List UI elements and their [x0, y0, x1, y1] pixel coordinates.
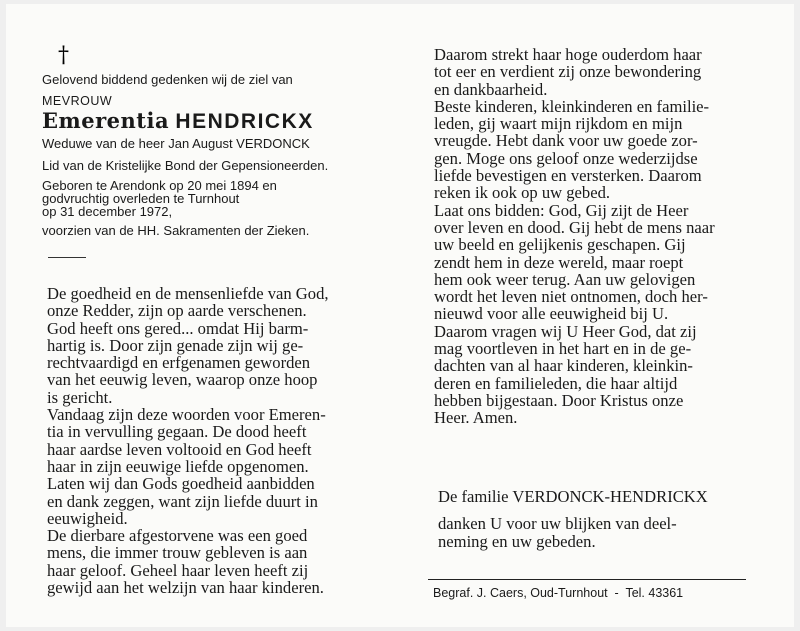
- text-line: vreugde. Hebt dank voor uw goede zor-: [434, 131, 698, 151]
- cross-icon: †: [58, 43, 69, 68]
- born-line: Geboren te Arendonk op 20 mei 1894 en: [42, 178, 277, 193]
- first-name: Emerentia: [42, 108, 170, 133]
- text-line: hebben bijgestaan. Door Kristus onze: [434, 390, 684, 410]
- widow-text: Weduwe van de heer Jan August VERDONCK: [42, 136, 310, 151]
- intro-text: Gelovend biddend gedenken wij de ziel van: [42, 72, 293, 87]
- divider-short: [48, 257, 86, 258]
- text-line: tot eer en verdient zij onze bewondering: [434, 62, 702, 82]
- text-line: Laten wij dan Gods goedheid aanbidden: [47, 474, 315, 494]
- text-line: over leven en dood. Gij hebt de mens naar: [434, 217, 715, 237]
- text-line: haar geloof. Geheel haar leven heeft zij: [47, 560, 309, 580]
- text-line: haar in zijn eeuwige liefde opgenomen.: [47, 456, 309, 476]
- text-line: God heeft ons gered... omdat Hij barm-: [47, 318, 309, 338]
- divider-long: [428, 579, 746, 580]
- family-name: De familie VERDONCK-HENDRICKX: [438, 487, 708, 506]
- family-block: [438, 488, 708, 550]
- text-line: hartig is. Door zijn genade zijn wij ge-: [47, 335, 304, 355]
- text-line: Laat ons bidden: God, Gij zijt de Heer: [434, 200, 689, 220]
- birth-death-block: [42, 179, 372, 218]
- text-line: leden, gij waart mijn rijkdom en mijn: [434, 114, 683, 134]
- text-line: dachten van al haar kinderen, kleinkin-: [434, 356, 693, 376]
- printer-credit: Begraf. J. Caers, Oud-Turnhout - Tel. 43361: [433, 586, 684, 600]
- sacraments-text: voorzien van de HH. Sakramenten der Zieken.: [42, 223, 310, 238]
- text-line: tia in vervulling gegaan. De dood heeft: [47, 422, 307, 442]
- text-line: nieuwd voor alle eeuwigheid bij U.: [434, 304, 669, 324]
- last-name: HENDRICKX: [175, 110, 314, 133]
- right-column: [434, 45, 756, 551]
- text-line: mag voortleven in het hart en in de ge-: [434, 339, 692, 359]
- member-text: Lid van de Kristelijke Bond der Gepensioneerden.: [42, 158, 329, 173]
- text-line: Daarom strekt haar hoge ouderdom haar: [434, 45, 702, 64]
- text-line: reken ik ook op uw gebed.: [434, 183, 611, 203]
- text-line: hem ook weer terug. Aan uw gelovigen: [434, 269, 696, 289]
- text-line: Vandaag zijn deze woorden voor Emeren-: [47, 405, 326, 425]
- left-body-text: [47, 285, 377, 596]
- family-thanks: danken U voor uw blijken van deel-: [438, 514, 677, 534]
- text-line: is gericht.: [47, 387, 113, 407]
- born-line: godvruchtig overleden te Turnhout: [42, 191, 240, 206]
- text-line: van het eeuwig leven, waarop onze hoop: [47, 370, 318, 390]
- text-line: De goedheid en de mensenliefde van God,: [47, 284, 329, 303]
- left-column: [42, 44, 372, 598]
- born-line: op 31 december 1972,: [42, 204, 173, 219]
- text-line: gen. Moge ons geloof onze wederzijdse: [434, 148, 698, 168]
- text-line: zendt hem in deze wereld, maar roept: [434, 252, 684, 272]
- text-line: deren en familieleden, die haar altijd: [434, 373, 678, 393]
- family-thanks: neming en uw gebeden.: [438, 531, 596, 551]
- text-line: en dank zeggen, want zijn liefde duurt in: [47, 491, 318, 511]
- text-line: eeuwigheid.: [47, 508, 128, 528]
- text-line: gewijd aan het welzijn van haar kinderen.: [47, 578, 324, 598]
- text-line: mens, die immer trouw gebleven is aan: [47, 543, 308, 563]
- text-line: De dierbare afgestorvene was een goed: [47, 526, 308, 546]
- text-line: Beste kinderen, kleinkinderen en familie-: [434, 96, 710, 116]
- text-line: Heer. Amen.: [434, 408, 518, 428]
- right-body-text: [434, 46, 756, 427]
- text-line: Daarom vragen wij U Heer God, dat zij: [434, 321, 697, 341]
- text-line: en dankbaarheid.: [434, 79, 548, 99]
- text-line: haar aardse leven voltooid en God heeft: [47, 439, 312, 459]
- deceased-name: [42, 109, 372, 134]
- text-line: liefde bevestigen en versterken. Daarom: [434, 166, 702, 186]
- text-line: wordt het leven niet ontnomen, doch her-: [434, 287, 708, 307]
- text-line: uw beeld en gelijkenis geschapen. Gij: [434, 235, 686, 255]
- text-line: onze Redder, zijn op aarde verschenen.: [47, 301, 307, 321]
- title-mevrouw: MEVROUW: [42, 94, 113, 108]
- text-line: rechtvaardigd en erfgenamen geworden: [47, 353, 311, 373]
